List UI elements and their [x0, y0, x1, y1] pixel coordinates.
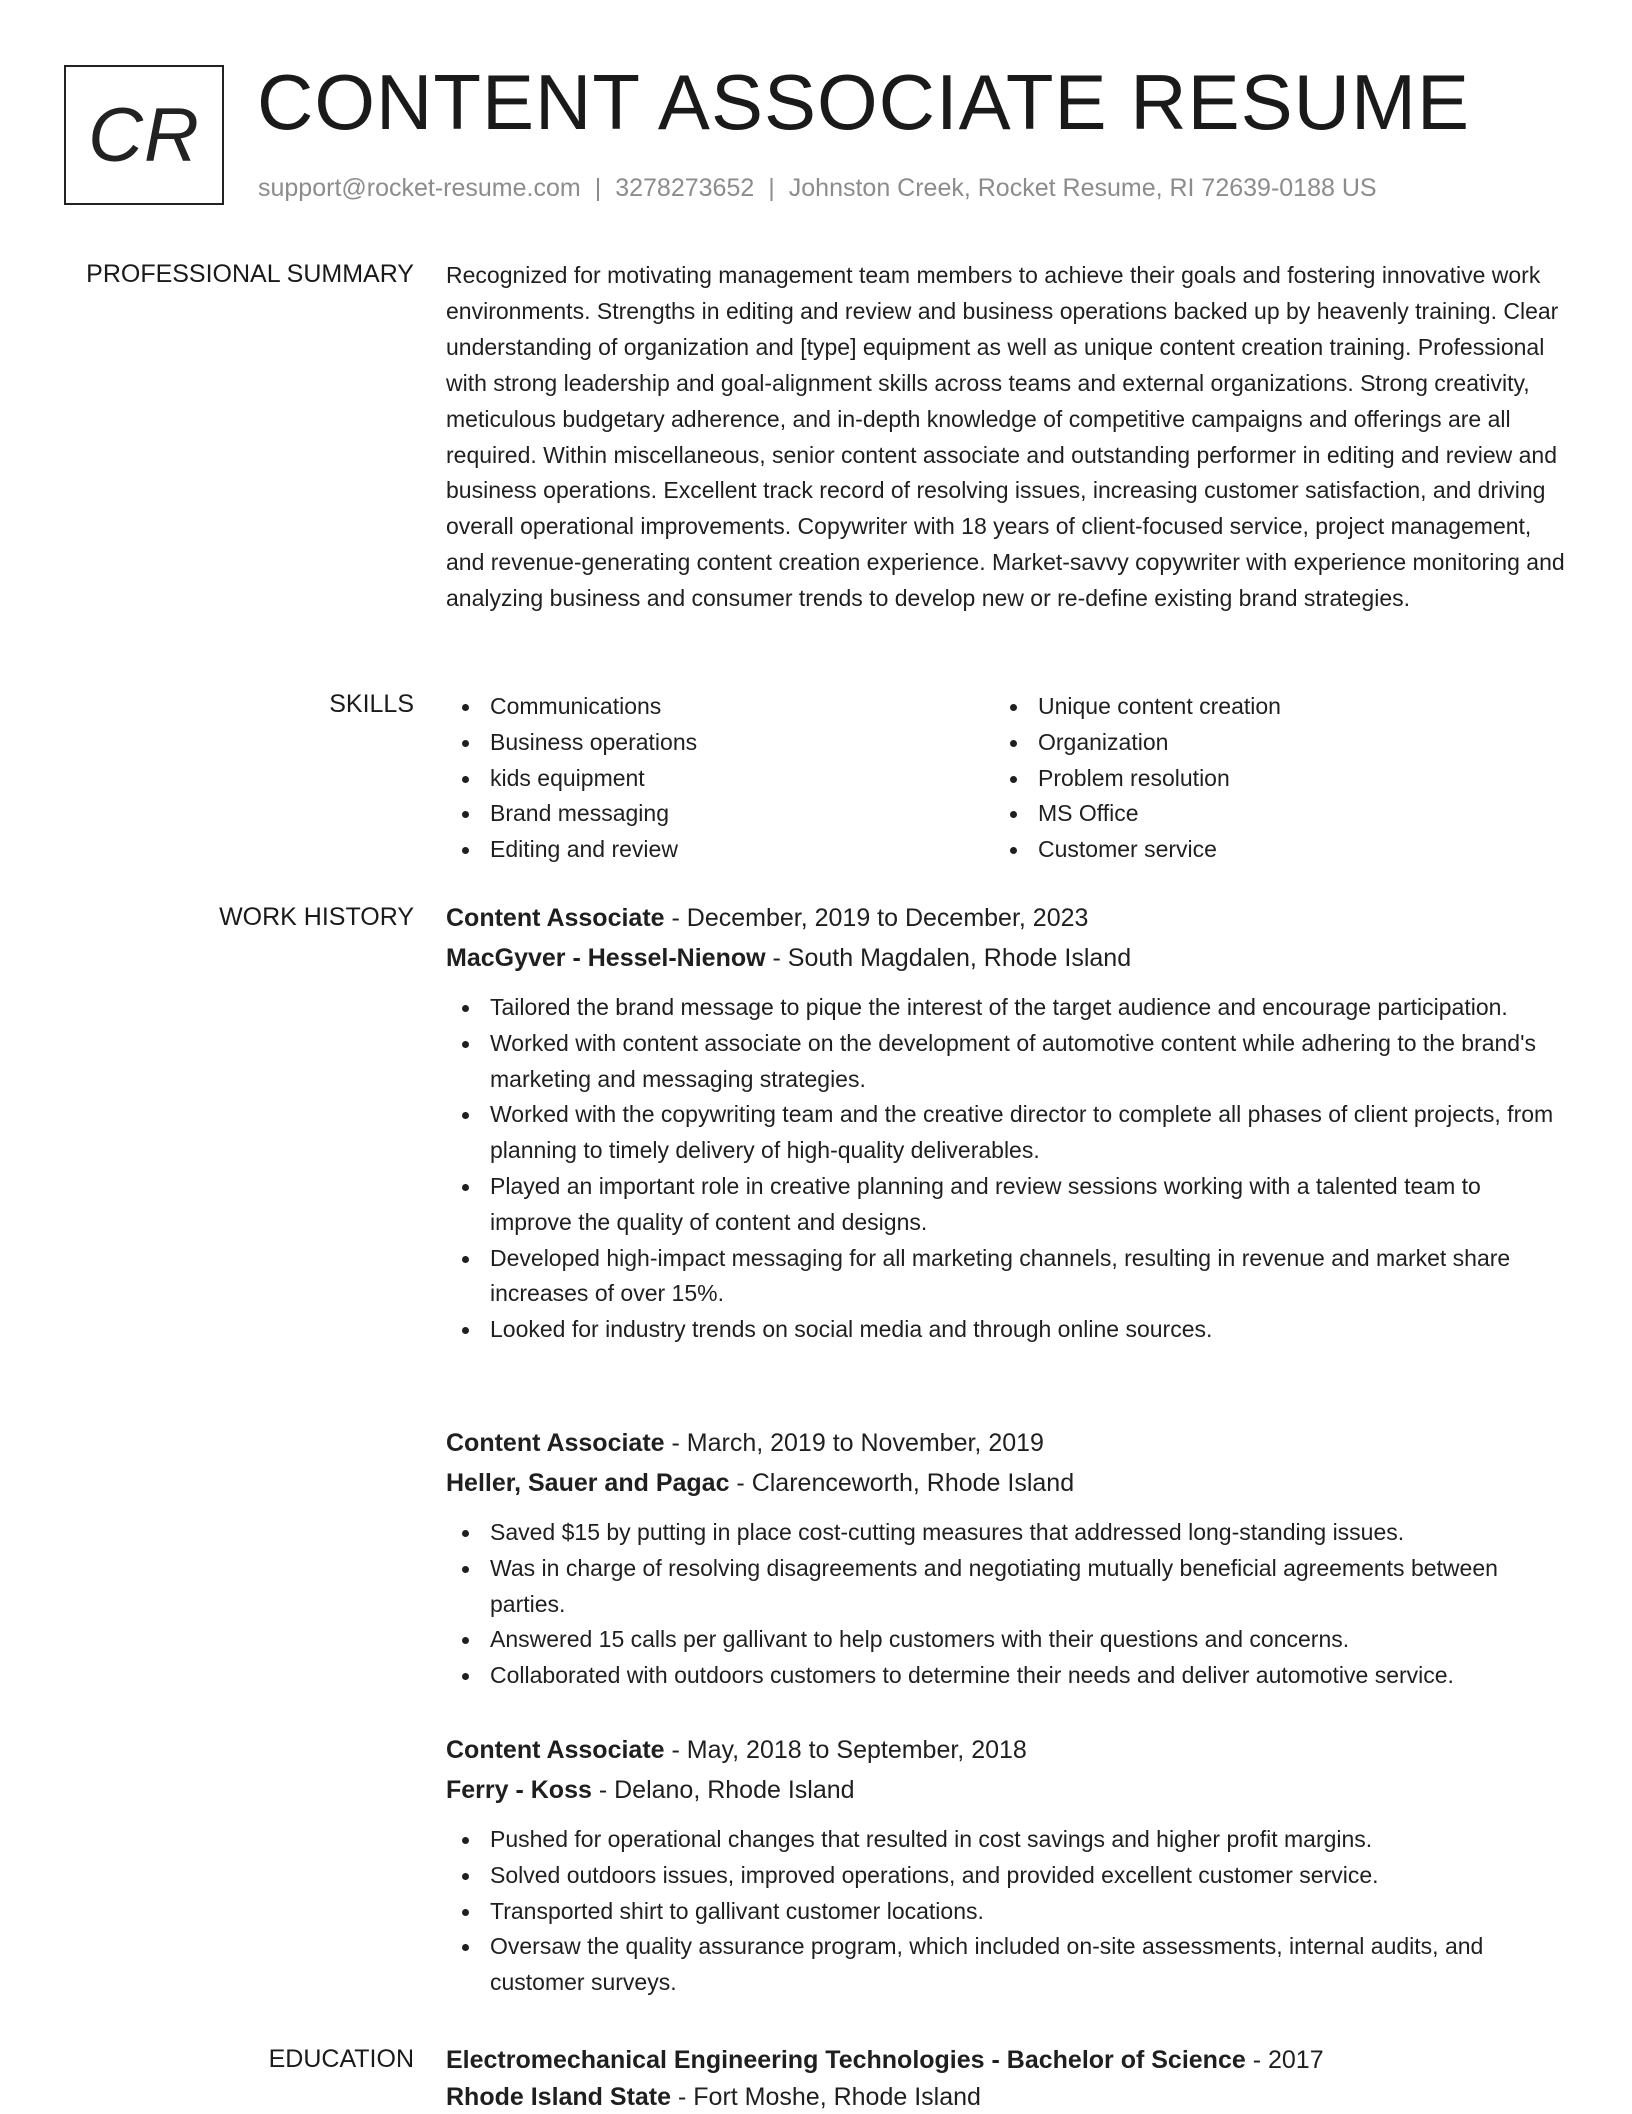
job-title: Content Associate: [446, 1736, 665, 1764]
school-line: [446, 2080, 1566, 2114]
job-bullet: Developed high-impact messaging for all marketing channels, resulting in revenue and market share increases of over 15%.: [446, 1241, 1566, 1313]
contact-line: [258, 174, 1377, 203]
skills-column-right: [994, 689, 1542, 868]
job-bullets: [446, 1822, 1566, 2001]
job-bullet: Pushed for operational changes that resulted in cost savings and higher profit margins.: [446, 1822, 1566, 1858]
job-bullet: Oversaw the quality assurance program, which included on-site assessments, internal audits, and customer surveys.: [446, 1929, 1566, 2001]
contact-phone: 3278273652: [615, 174, 755, 202]
school-location: - Fort Moshe, Rhode Island: [671, 2083, 981, 2111]
employer-location: - South Magdalen, Rhode Island: [765, 944, 1132, 972]
skill-item: Editing and review: [446, 832, 994, 868]
employer-location: - Clarenceworth, Rhode Island: [729, 1469, 1075, 1497]
job-bullet: Looked for industry trends on social media and through online sources.: [446, 1312, 1566, 1348]
job-bullet: Tailored the brand message to pique the interest of the target audience and encourage participation.: [446, 990, 1566, 1026]
page-title: CONTENT ASSOCIATE RESUME: [257, 58, 1470, 146]
job-bullets: [446, 1515, 1566, 1694]
contact-address: Johnston Creek, Rocket Resume, RI 72639-0188 US: [788, 174, 1377, 202]
school-name: Rhode Island State: [446, 2083, 672, 2111]
summary-heading: PROFESSIONAL SUMMARY: [86, 260, 414, 288]
skill-item: kids equipment: [446, 761, 994, 797]
skill-item: Business operations: [446, 725, 994, 761]
skill-item: Organization: [994, 725, 1542, 761]
job-title-line: [446, 898, 1566, 938]
education-heading: EDUCATION: [268, 2045, 414, 2073]
job-entry: [446, 1730, 1566, 2001]
job-title-line: [446, 1423, 1566, 1463]
job-dates: - March, 2019 to November, 2019: [664, 1429, 1044, 1457]
job-bullet: Worked with the copywriting team and the creative director to complete all phases of client projects, from planning to timely delivery of high-quality deliverables.: [446, 1097, 1566, 1169]
degree-line: [446, 2040, 1566, 2080]
employer-name: Ferry - Koss: [446, 1776, 592, 1804]
contact-separator: |: [768, 174, 775, 202]
skill-item: Customer service: [994, 832, 1542, 868]
employer-line: [446, 1770, 1566, 1810]
degree-name: Electromechanical Engineering Technologies - Bachelor of Science: [446, 2046, 1246, 2074]
job-bullet: Solved outdoors issues, improved operations, and provided excellent customer service.: [446, 1858, 1566, 1894]
employer-name: Heller, Sauer and Pagac: [446, 1469, 730, 1497]
skills-heading: SKILLS: [329, 690, 414, 718]
job-bullet: Collaborated with outdoors customers to determine their needs and deliver automotive service.: [446, 1658, 1566, 1694]
skill-item: Brand messaging: [446, 796, 994, 832]
employer-location: - Delano, Rhode Island: [591, 1776, 855, 1804]
job-bullet: Was in charge of resolving disagreements and negotiating mutually beneficial agreements between parties.: [446, 1551, 1566, 1623]
degree-year: - 2017: [1245, 2046, 1324, 2074]
contact-email: support@rocket-resume.com: [258, 174, 581, 202]
skills-column-left: [446, 689, 994, 868]
job-entry: [446, 898, 1566, 1348]
job-entry: [446, 1423, 1566, 1694]
job-title: Content Associate: [446, 1429, 665, 1457]
skill-item: MS Office: [994, 796, 1542, 832]
job-dates: - May, 2018 to September, 2018: [664, 1736, 1027, 1764]
contact-separator: |: [594, 174, 602, 202]
skill-item: Problem resolution: [994, 761, 1542, 797]
job-bullet: Answered 15 calls per gallivant to help customers with their questions and concerns.: [446, 1622, 1566, 1658]
job-bullet: Worked with content associate on the development of automotive content while adhering to the brand's marketing and messaging strategies.: [446, 1026, 1566, 1098]
job-bullets: [446, 990, 1566, 1348]
monogram-logo: CR: [64, 65, 224, 205]
job-bullet: Transported shirt to gallivant customer locations.: [446, 1894, 1566, 1930]
summary-text: Recognized for motivating management team members to achieve their goals and fostering innovative work environments. Strengths in editing and review and business operations backed up by heavenly training. Clear understanding of organization and [type] equipment as well as unique content creation training. Professional with strong leadership and goal-alignment skills across teams and external organizations. Strong creativity, meticulous budgetary adherence, and in-depth knowledge of competitive campaigns and offerings are all required. Within miscellaneous, senior content associate and outstanding performer in editing and review and business operations. Excellent track record of resolving issues, increasing customer satisfaction, and driving overall operational improvements. Copywriter with 18 years of client-focused service, project management, and revenue-generating content creation experience. Market-savvy copywriter with experience monitoring and analyzing business and consumer trends to develop new or re-define existing brand strategies.: [446, 262, 1565, 612]
job-bullet: Saved $15 by putting in place cost-cutting measures that addressed long-standing issues.: [446, 1515, 1566, 1551]
job-title-line: [446, 1730, 1566, 1770]
job-dates: - December, 2019 to December, 2023: [664, 904, 1089, 932]
skill-item: Unique content creation: [994, 689, 1542, 725]
employer-line: [446, 1463, 1566, 1503]
work-history-heading: WORK HISTORY: [219, 903, 414, 931]
job-bullet: Played an important role in creative planning and review sessions working with a talented team to improve the quality of content and designs.: [446, 1169, 1566, 1241]
education-entry: [446, 2040, 1566, 2114]
employer-line: [446, 938, 1566, 978]
job-title: Content Associate: [446, 904, 665, 932]
employer-name: MacGyver - Hessel-Nienow: [446, 944, 766, 972]
skill-item: Communications: [446, 689, 994, 725]
skills-list: [446, 689, 1566, 868]
